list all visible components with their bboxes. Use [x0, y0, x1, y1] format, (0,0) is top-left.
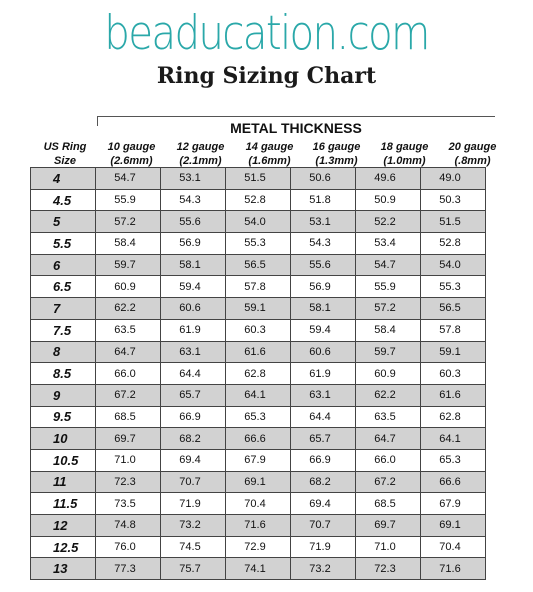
measurement-cell: 57.2 [356, 298, 421, 320]
table-row [31, 384, 486, 406]
measurement-cell: 55.3 [421, 276, 486, 298]
measurement-cell: 59.7 [96, 254, 161, 276]
brand-logo: beaducation.com [104, 6, 429, 61]
measurement-cell: 61.9 [291, 363, 356, 385]
measurement-cell: 60.6 [161, 298, 226, 320]
measurement-cell: 56.9 [161, 233, 226, 255]
measurement-cell: 68.5 [96, 406, 161, 428]
measurement-cell: 60.3 [421, 363, 486, 385]
measurement-cell: 54.3 [291, 233, 356, 255]
measurement-cell: 63.1 [291, 384, 356, 406]
gauge-header-20: 20 gauge (.8mm) [448, 141, 497, 167]
measurement-cell: 64.7 [356, 428, 421, 450]
gauge-header-10: 10 gauge (2.6mm) [107, 141, 156, 167]
measurement-cell: 65.3 [421, 449, 486, 471]
ring-size-cell: 7.5 [31, 319, 96, 341]
measurement-cell: 63.1 [161, 341, 226, 363]
measurement-cell: 64.4 [161, 363, 226, 385]
measurement-cell: 60.3 [226, 319, 291, 341]
measurement-cell: 60.6 [291, 341, 356, 363]
table-row [31, 558, 486, 580]
measurement-cell: 54.7 [356, 254, 421, 276]
measurement-cell: 66.9 [291, 449, 356, 471]
measurement-cell: 59.1 [421, 341, 486, 363]
measurement-cell: 64.7 [96, 341, 161, 363]
table-row [31, 168, 486, 190]
measurement-cell: 68.2 [291, 471, 356, 493]
ring-size-table [30, 167, 486, 580]
ring-size-cell: 8 [31, 341, 96, 363]
measurement-cell: 55.6 [291, 254, 356, 276]
measurement-cell: 70.4 [421, 536, 486, 558]
measurement-cell: 69.4 [291, 493, 356, 515]
table-row [31, 471, 486, 493]
measurement-cell: 50.9 [356, 189, 421, 211]
ring-size-cell: 9.5 [31, 406, 96, 428]
gauge-header-18: 18 gauge (1.0mm) [380, 141, 429, 167]
ring-size-cell: 4 [31, 168, 96, 190]
table-row [31, 406, 486, 428]
measurement-cell: 51.5 [226, 168, 291, 190]
measurement-cell: 64.1 [421, 428, 486, 450]
measurement-cell: 49.6 [356, 168, 421, 190]
ring-size-cell: 12.5 [31, 536, 96, 558]
size-column-header: US Ring Size [43, 141, 87, 167]
measurement-cell: 61.6 [421, 384, 486, 406]
measurement-cell: 55.3 [226, 233, 291, 255]
metal-thickness-title: METAL THICKNESS [230, 120, 362, 136]
measurement-cell: 52.2 [356, 211, 421, 233]
measurement-cell: 49.0 [421, 168, 486, 190]
measurement-cell: 51.8 [291, 189, 356, 211]
measurement-cell: 69.7 [356, 515, 421, 537]
table-row [31, 493, 486, 515]
measurement-cell: 57.8 [421, 319, 486, 341]
measurement-cell: 54.7 [96, 168, 161, 190]
measurement-cell: 73.2 [291, 558, 356, 580]
measurement-cell: 54.0 [421, 254, 486, 276]
measurement-cell: 58.1 [161, 254, 226, 276]
measurement-cell: 55.9 [96, 189, 161, 211]
ring-size-cell: 12 [31, 515, 96, 537]
measurement-cell: 67.9 [421, 493, 486, 515]
ring-size-cell: 6.5 [31, 276, 96, 298]
table-row [31, 341, 486, 363]
measurement-cell: 67.2 [356, 471, 421, 493]
ring-size-cell: 11.5 [31, 493, 96, 515]
measurement-cell: 53.1 [291, 211, 356, 233]
ring-size-cell: 7 [31, 298, 96, 320]
measurement-cell: 59.4 [291, 319, 356, 341]
ring-size-cell: 9 [31, 384, 96, 406]
measurement-cell: 62.8 [421, 406, 486, 428]
measurement-cell: 52.8 [421, 233, 486, 255]
ring-size-cell: 13 [31, 558, 96, 580]
measurement-cell: 61.6 [226, 341, 291, 363]
measurement-cell: 53.1 [161, 168, 226, 190]
measurement-cell: 65.7 [291, 428, 356, 450]
measurement-cell: 71.6 [421, 558, 486, 580]
measurement-cell: 56.9 [291, 276, 356, 298]
table-row [31, 189, 486, 211]
measurement-cell: 64.1 [226, 384, 291, 406]
measurement-cell: 61.9 [161, 319, 226, 341]
measurement-cell: 73.5 [96, 493, 161, 515]
gauge-header-14: 14 gauge (1.6mm) [245, 141, 294, 167]
measurement-cell: 54.0 [226, 211, 291, 233]
table-row [31, 276, 486, 298]
measurement-cell: 64.4 [291, 406, 356, 428]
measurement-cell: 52.8 [226, 189, 291, 211]
measurement-cell: 67.2 [96, 384, 161, 406]
measurement-cell: 71.0 [96, 449, 161, 471]
measurement-cell: 56.5 [421, 298, 486, 320]
measurement-cell: 74.1 [226, 558, 291, 580]
table-row [31, 536, 486, 558]
measurement-cell: 76.0 [96, 536, 161, 558]
table-row [31, 449, 486, 471]
table-row [31, 211, 486, 233]
measurement-cell: 67.9 [226, 449, 291, 471]
table-row [31, 515, 486, 537]
measurement-cell: 59.4 [161, 276, 226, 298]
measurement-cell: 63.5 [356, 406, 421, 428]
measurement-cell: 63.5 [96, 319, 161, 341]
table-row [31, 233, 486, 255]
table-row [31, 319, 486, 341]
measurement-cell: 55.6 [161, 211, 226, 233]
ring-size-cell: 6 [31, 254, 96, 276]
measurement-cell: 60.9 [356, 363, 421, 385]
measurement-cell: 62.2 [356, 384, 421, 406]
table-row [31, 428, 486, 450]
ring-size-cell: 5 [31, 211, 96, 233]
measurement-cell: 68.5 [356, 493, 421, 515]
measurement-cell: 58.4 [356, 319, 421, 341]
measurement-cell: 69.1 [421, 515, 486, 537]
measurement-cell: 75.7 [161, 558, 226, 580]
ring-size-cell: 10.5 [31, 449, 96, 471]
measurement-cell: 53.4 [356, 233, 421, 255]
measurement-cell: 71.6 [226, 515, 291, 537]
measurement-cell: 66.6 [421, 471, 486, 493]
measurement-cell: 70.7 [161, 471, 226, 493]
ring-size-cell: 5.5 [31, 233, 96, 255]
gauge-header-16: 16 gauge (1.3mm) [312, 141, 361, 167]
measurement-cell: 74.8 [96, 515, 161, 537]
measurement-cell: 69.1 [226, 471, 291, 493]
measurement-cell: 70.7 [291, 515, 356, 537]
measurement-cell: 77.3 [96, 558, 161, 580]
measurement-cell: 66.0 [356, 449, 421, 471]
measurement-cell: 68.2 [161, 428, 226, 450]
measurement-cell: 72.3 [96, 471, 161, 493]
measurement-cell: 65.3 [226, 406, 291, 428]
measurement-cell: 66.9 [161, 406, 226, 428]
measurement-cell: 50.6 [291, 168, 356, 190]
measurement-cell: 74.5 [161, 536, 226, 558]
measurement-cell: 62.8 [226, 363, 291, 385]
ring-size-cell: 4.5 [31, 189, 96, 211]
gauge-header-12: 12 gauge (2.1mm) [176, 141, 225, 167]
measurement-cell: 65.7 [161, 384, 226, 406]
table-row [31, 298, 486, 320]
measurement-cell: 50.3 [421, 189, 486, 211]
measurement-cell: 59.1 [226, 298, 291, 320]
measurement-cell: 71.9 [291, 536, 356, 558]
measurement-cell: 70.4 [226, 493, 291, 515]
measurement-cell: 57.2 [96, 211, 161, 233]
measurement-cell: 56.5 [226, 254, 291, 276]
measurement-cell: 71.9 [161, 493, 226, 515]
measurement-cell: 69.7 [96, 428, 161, 450]
measurement-cell: 60.9 [96, 276, 161, 298]
ring-size-cell: 11 [31, 471, 96, 493]
measurement-cell: 66.0 [96, 363, 161, 385]
measurement-cell: 73.2 [161, 515, 226, 537]
ring-size-cell: 8.5 [31, 363, 96, 385]
measurement-cell: 72.9 [226, 536, 291, 558]
measurement-cell: 58.1 [291, 298, 356, 320]
measurement-cell: 51.5 [421, 211, 486, 233]
measurement-cell: 54.3 [161, 189, 226, 211]
measurement-cell: 71.0 [356, 536, 421, 558]
measurement-cell: 55.9 [356, 276, 421, 298]
ring-size-cell: 10 [31, 428, 96, 450]
measurement-cell: 62.2 [96, 298, 161, 320]
measurement-cell: 57.8 [226, 276, 291, 298]
table-row [31, 254, 486, 276]
metal-thickness-rule [97, 116, 495, 117]
table-row [31, 363, 486, 385]
measurement-cell: 58.4 [96, 233, 161, 255]
measurement-cell: 66.6 [226, 428, 291, 450]
measurement-cell: 69.4 [161, 449, 226, 471]
page-title: Ring Sizing Chart [156, 63, 377, 89]
measurement-cell: 59.7 [356, 341, 421, 363]
measurement-cell: 72.3 [356, 558, 421, 580]
